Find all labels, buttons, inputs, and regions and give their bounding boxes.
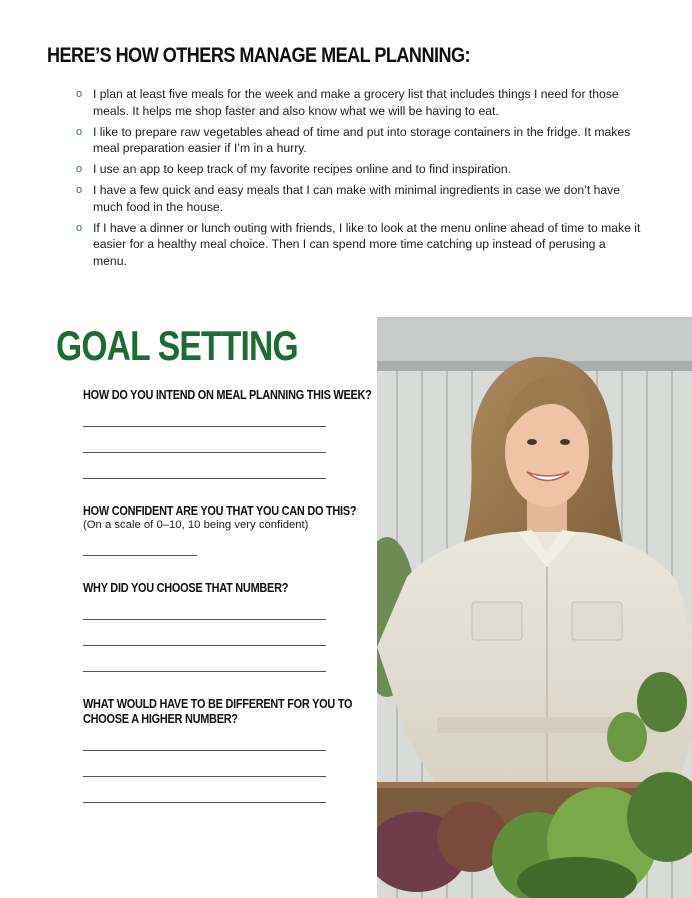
tip-text: I have a few quick and easy meals that I can make with minimal ingredients in case we don’t have much food in the house. — [93, 183, 621, 214]
tip-item — [76, 220, 642, 270]
bullet-icon: o — [76, 125, 83, 138]
woman-garden-photo — [377, 317, 692, 898]
question-higher-number-line1: WHAT WOULD HAVE TO BE DIFFERENT FOR YOU TO — [83, 696, 353, 711]
confidence-answer-line[interactable] — [83, 555, 197, 556]
tip-item — [76, 86, 642, 119]
tip-text: I like to prepare raw vegetables ahead of time and put into storage containers in the fridge. It makes meal preparation easier if I’m in a hurry. — [93, 124, 631, 155]
bullet-icon: o — [76, 184, 83, 196]
answer-line[interactable] — [83, 452, 326, 453]
goal-setting-title: GOAL SETTING — [56, 322, 298, 369]
jumpsuit — [377, 532, 692, 787]
tip-item — [76, 161, 642, 178]
meal-planning-heading: HERE’S HOW OTHERS MANAGE MEAL PLANNING: — [47, 44, 471, 67]
answer-line[interactable] — [83, 426, 326, 427]
question-why-number: WHY DID YOU CHOOSE THAT NUMBER? — [83, 580, 289, 595]
tip-text: I use an app to keep track of my favorite recipes online and to find inspiration. — [93, 162, 511, 176]
confidence-scale-note: (On a scale of 0–10, 10 being very confident) — [83, 519, 309, 531]
left-pocket — [472, 602, 522, 640]
tip-item — [76, 182, 642, 215]
answer-line[interactable] — [83, 776, 326, 777]
answer-line[interactable] — [83, 645, 326, 646]
question-intend-meal-planning: HOW DO YOU INTEND ON MEAL PLANNING THIS WEEK? — [83, 387, 372, 402]
right-pocket — [572, 602, 622, 640]
answer-line[interactable] — [83, 750, 326, 751]
answer-line[interactable] — [83, 478, 326, 479]
bullet-icon: o — [76, 163, 83, 175]
question-higher-number-line2: CHOOSE A HIGHER NUMBER? — [83, 711, 238, 726]
question-confidence: HOW CONFIDENT ARE YOU THAT YOU CAN DO THIS? — [83, 503, 357, 518]
answer-line[interactable] — [83, 671, 326, 672]
answer-line[interactable] — [83, 802, 326, 803]
barn-roof-beam — [377, 317, 692, 361]
meal-planning-tips-list — [76, 86, 642, 274]
bullet-icon: o — [76, 221, 83, 234]
tip-text: I plan at least five meals for the week and make a grocery list that includes things I need for those meals. It helps me shop faster and also know what we will be having to eat. — [93, 87, 619, 118]
bullet-icon: o — [76, 88, 83, 100]
tip-text: If I have a dinner or lunch outing with friends, I like to look at the menu online ahead of time to make it easier for a healthy meal choice. Then I can spend more time catching up instead of perusing a menu. — [93, 220, 641, 268]
answer-line[interactable] — [83, 619, 326, 620]
tip-item — [76, 124, 642, 157]
